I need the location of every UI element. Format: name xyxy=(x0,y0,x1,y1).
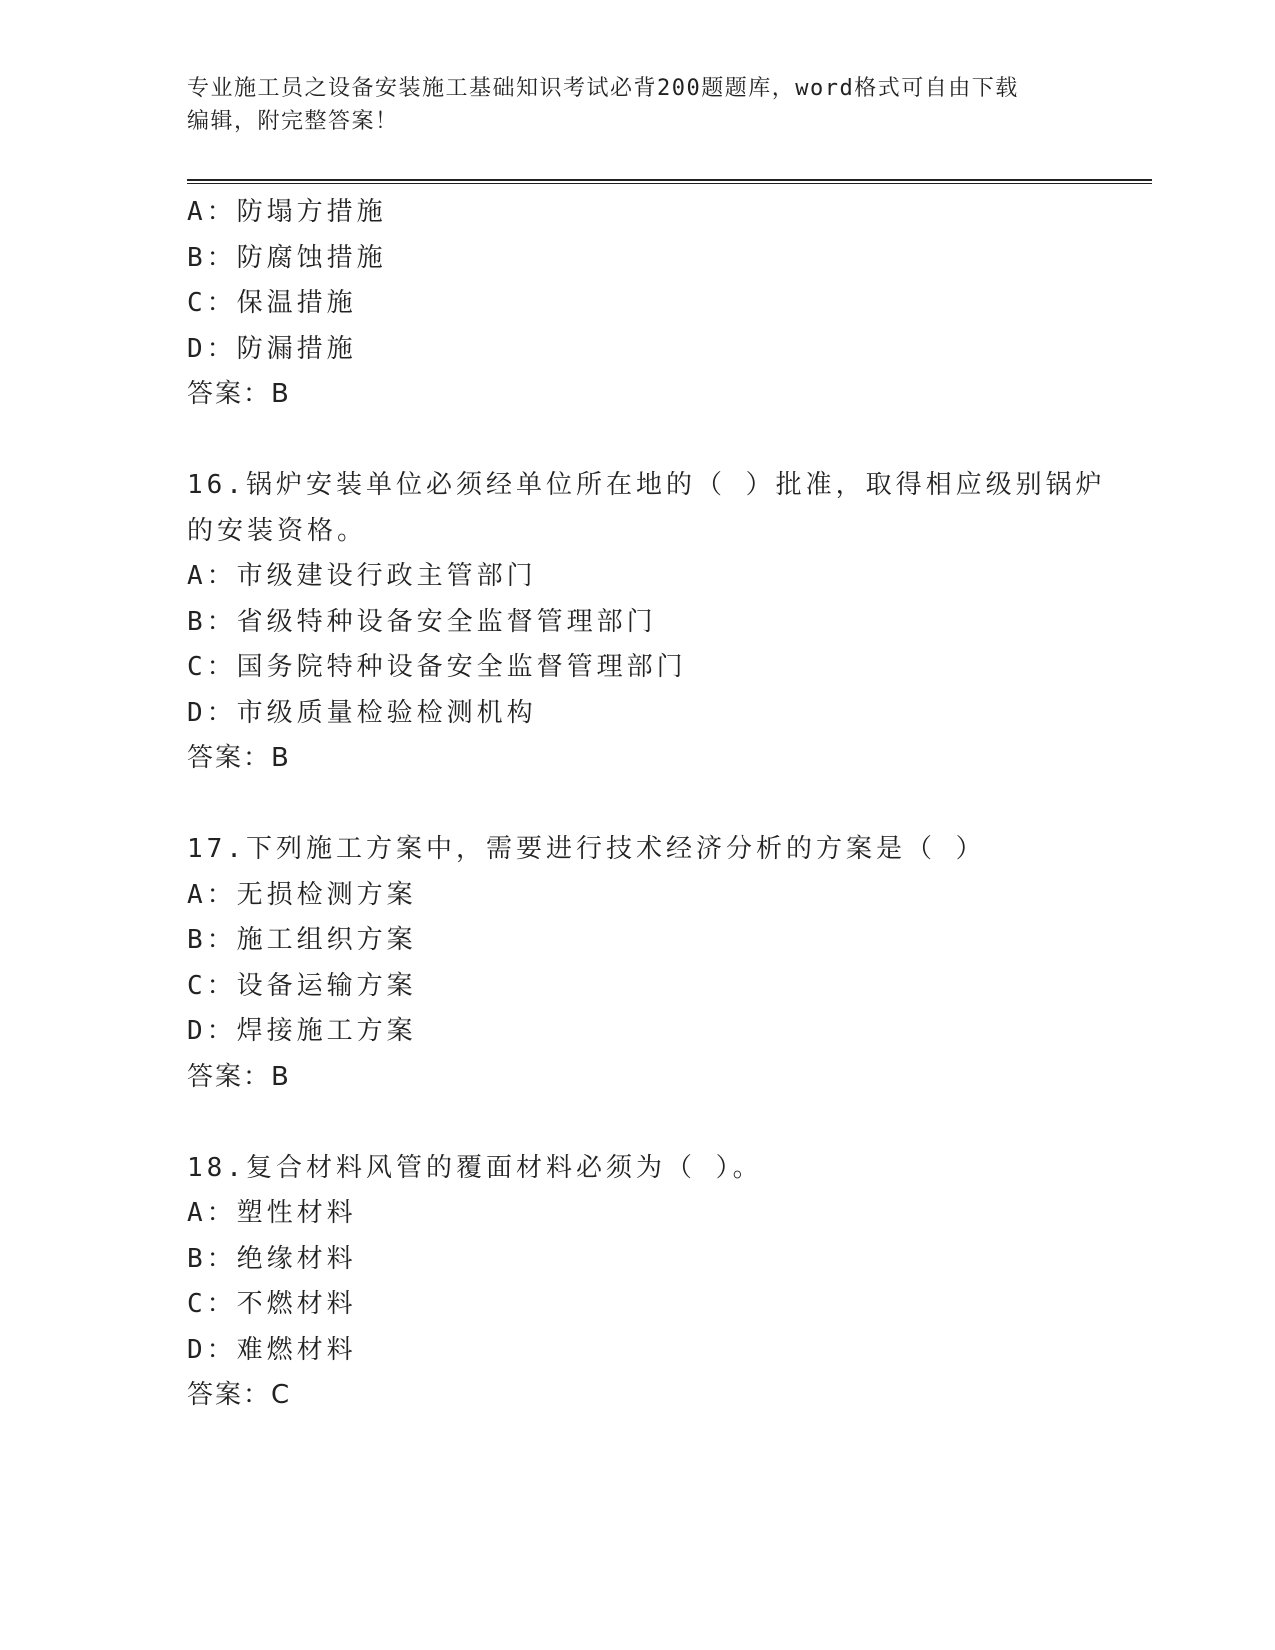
option-b: B：绝缘材料 xyxy=(187,1243,357,1274)
option-d: D：难燃材料 xyxy=(187,1334,357,1365)
option-d: D：焊接施工方案 xyxy=(187,1016,417,1046)
question-15-block xyxy=(187,190,1087,418)
option-b: B：省级特种设备安全监督管理部门 xyxy=(187,606,657,637)
spacer xyxy=(187,1100,1087,1146)
option-a: A：塑性材料 xyxy=(187,1198,357,1228)
option-c: C：保温措施 xyxy=(187,288,357,318)
option-b: B：施工组织方案 xyxy=(187,925,417,955)
question-stem: 17.下列施工方案中，需要进行技术经济分析的方案是（ ） xyxy=(187,834,986,864)
question-stem-continued: 的安装资格。 xyxy=(187,515,368,546)
question-stem: 18.复合材料风管的覆面材料必须为（ ）。 xyxy=(187,1152,763,1183)
option-d: D：市级质量检验检测机构 xyxy=(187,697,537,728)
option-c: C：不燃材料 xyxy=(187,1289,357,1319)
header-divider xyxy=(187,179,1152,184)
question-stem: 16.锅炉安装单位必须经单位所在地的（ ）批准，取得相应级别锅炉 xyxy=(187,470,1106,500)
spacer xyxy=(187,418,1087,464)
question-18-block xyxy=(187,1146,1087,1419)
document-header xyxy=(187,72,1087,138)
option-b: B：防腐蚀措施 xyxy=(187,242,387,273)
option-c: C：设备运输方案 xyxy=(187,970,417,1001)
spacer xyxy=(187,782,1087,828)
answer-line: 答案：B xyxy=(187,1061,291,1092)
answer-line: 答案：B xyxy=(187,379,291,409)
header-line-2: 编辑，附完整答案！ xyxy=(187,109,399,134)
answer-line: 答案：C xyxy=(187,1380,292,1410)
question-17-block xyxy=(187,827,1087,1100)
option-a: A：市级建设行政主管部门 xyxy=(187,561,537,591)
option-a: A：防塌方措施 xyxy=(187,197,387,227)
answer-line: 答案：B xyxy=(187,743,291,773)
option-d: D：防漏措施 xyxy=(187,333,357,364)
option-a: A：无损检测方案 xyxy=(187,879,417,910)
header-line-1: 专业施工员之设备安装施工基础知识考试必背200题题库，word格式可自由下载 xyxy=(187,76,1019,101)
option-c: C：国务院特种设备安全监督管理部门 xyxy=(187,652,687,682)
question-16-block xyxy=(187,463,1106,782)
question-content xyxy=(187,190,1106,1419)
